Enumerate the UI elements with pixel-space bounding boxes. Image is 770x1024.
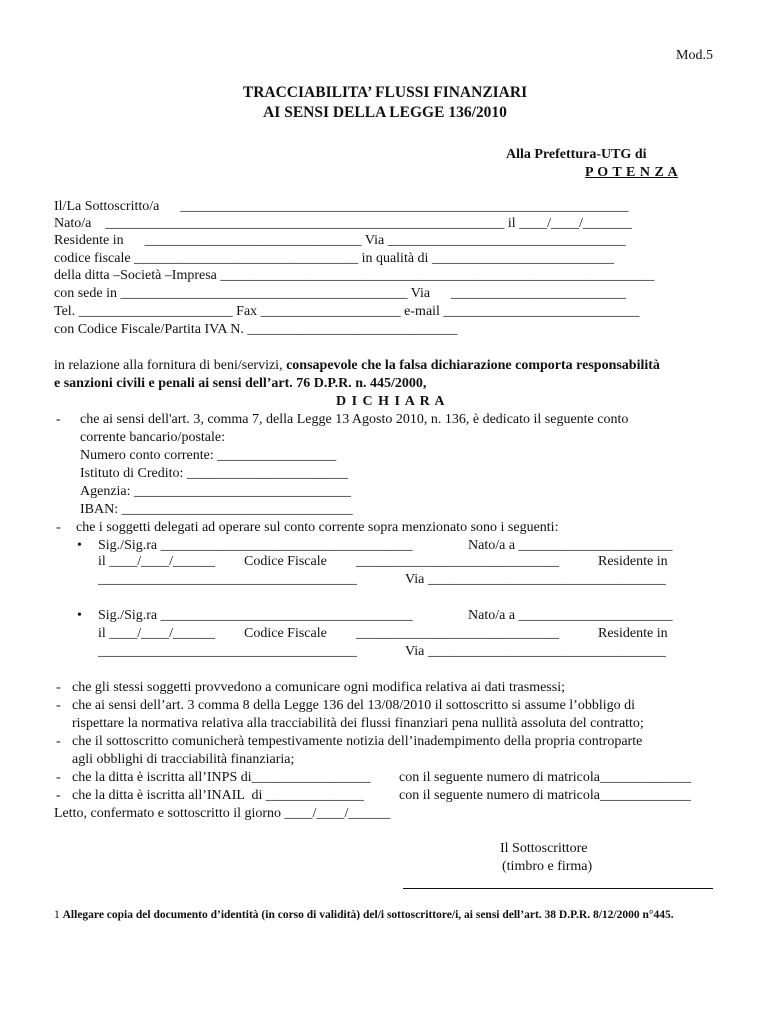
- delegate-birthdate-field[interactable]: il ____/____/______: [98, 554, 216, 569]
- delegate-tax-code-field[interactable]: _____________________________: [356, 554, 559, 569]
- stamp-signature-label: (timbro e firma): [502, 859, 593, 874]
- delegate-name-field[interactable]: Sig./Sig.ra ____________________________________: [98, 608, 413, 623]
- decl-5-line-a: che il sottoscritto comunicherà tempestivamente notizia dell’inadempimento della propria controparte: [72, 734, 643, 749]
- decl-2: che i soggetti delegati ad operare sul conto corrente sopra menzionato sono i seguenti:: [76, 520, 559, 535]
- delegate-birthdate-field[interactable]: il ____/____/______: [98, 626, 216, 641]
- delegate-tax-code-field[interactable]: _____________________________: [356, 626, 559, 641]
- footnote-text: Allegare copia del documento d’identità (in corso di validità) del/i sottoscrittore/i, ai sensi dell’art. 38 D.P.R. 8/12/2000 n°445.: [62, 909, 674, 921]
- delegate-birthplace-field[interactable]: Nato/a a ______________________: [468, 608, 673, 623]
- dash-7: -: [56, 788, 61, 803]
- recipient-city: P O T E N Z A: [585, 165, 679, 180]
- delegate-residence-label: Residente in: [598, 554, 668, 569]
- bullet-icon: •: [77, 608, 82, 623]
- decl-4-line-b: rispettare la normativa relativa alla tracciabilità dei flussi finanziari pena nullità assoluta del contratto;: [72, 716, 644, 731]
- dash-2: -: [56, 520, 61, 535]
- date-field[interactable]: Letto, confermato e sottoscritto il giorno ____/____/______: [54, 806, 391, 821]
- iban-field[interactable]: IBAN: _________________________________: [80, 502, 353, 517]
- agency-field[interactable]: Agenzia: _______________________________: [80, 484, 352, 499]
- birthplace-date-field[interactable]: Nato/a _________________________________________________________ il ____/____/_______: [54, 216, 632, 231]
- decl-1-line-a: che ai sensi dell'art. 3, comma 7, della Legge 13 Agosto 2010, n. 136, è dedicato il seguente conto: [80, 412, 629, 427]
- intro-line-1: [54, 357, 660, 375]
- delegate-street-field[interactable]: Via __________________________________: [405, 644, 666, 659]
- decl-1-line-b: corrente bancario/postale:: [80, 430, 225, 445]
- inps-number-field[interactable]: con il seguente numero di matricola_____________: [399, 770, 691, 785]
- decl-3: che gli stessi soggetti provvedono a comunicare ogni modifica relativa ai dati trasmessi;: [72, 680, 565, 695]
- delegate-residence-label: Residente in: [598, 626, 668, 641]
- document-title-line-1: TRACCIABILITA’ FLUSSI FINANZIARI: [242, 84, 528, 101]
- signer-name-field[interactable]: Il/La Sottoscritto/a ________________________________________________________________: [54, 199, 629, 214]
- footnote: [54, 908, 714, 923]
- intro-bold-2: e sanzioni civili e penali ai sensi dell’art. 76 D.P.R. n. 445/2000,: [54, 376, 427, 391]
- headquarters-field[interactable]: con sede in _________________________________________ Via _________________________: [54, 286, 627, 301]
- inail-number-field[interactable]: con il seguente numero di matricola_____________: [399, 788, 691, 803]
- intro-normal: in relazione alla fornitura di beni/servizi,: [54, 358, 287, 373]
- signature-line[interactable]: [403, 888, 713, 889]
- delegate-birthplace-field[interactable]: Nato/a a ______________________: [468, 538, 673, 553]
- delegate-tax-code-label: Codice Fiscale: [244, 554, 327, 569]
- decl-5-line-b: agli obblighi di tracciabilità finanziaria;: [72, 752, 295, 767]
- bullet-icon: •: [77, 538, 82, 553]
- delegate-name-field[interactable]: Sig./Sig.ra ____________________________________: [98, 538, 413, 553]
- residence-field[interactable]: Residente in _______________________________ Via __________________________________: [54, 233, 626, 248]
- model-number: Mod.5: [676, 48, 713, 63]
- dash-1: -: [56, 412, 61, 427]
- inail-field[interactable]: che la ditta è iscritta all’INAIL di ______________: [72, 788, 364, 803]
- dash-4: -: [56, 698, 61, 713]
- delegate-tax-code-label: Codice Fiscale: [244, 626, 327, 641]
- vat-number-field[interactable]: con Codice Fiscale/Partita IVA N. ______________________________: [54, 322, 458, 337]
- inps-field[interactable]: che la ditta è iscritta all’INPS di_________________: [72, 770, 371, 785]
- dash-5: -: [56, 734, 61, 749]
- account-number-field[interactable]: Numero conto corrente: _________________: [80, 448, 337, 463]
- dash-3: -: [56, 680, 61, 695]
- decl-4-line-a: che ai sensi dell’art. 3 comma 8 della Legge 136 del 13/08/2010 il sottoscritto si assume l’obbligo di: [72, 698, 636, 713]
- delegate-residence-field[interactable]: _____________________________________: [98, 572, 357, 587]
- dash-6: -: [56, 770, 61, 785]
- delegate-residence-field[interactable]: _____________________________________: [98, 644, 357, 659]
- signer-label: Il Sottoscrittore: [500, 841, 588, 856]
- delegate-street-field[interactable]: Via __________________________________: [405, 572, 666, 587]
- bank-field[interactable]: Istituto di Credito: _______________________: [80, 466, 348, 481]
- footnote-number: 1: [54, 909, 60, 921]
- declaration-heading: D I C H I A R A: [336, 394, 446, 409]
- tax-code-role-field[interactable]: codice fiscale ________________________________ in qualità di __________________________: [54, 251, 614, 266]
- company-field[interactable]: della ditta –Società –Impresa ______________________________________________________________: [54, 268, 655, 283]
- contacts-field[interactable]: Tel. ______________________ Fax ____________________ e-mail ____________________________: [54, 304, 640, 319]
- recipient-label: Alla Prefettura-UTG di: [506, 147, 647, 162]
- document-title-line-2: AI SENSI DELLA LEGGE 136/2010: [263, 104, 507, 121]
- intro-bold-1: consapevole che la falsa dichiarazione comporta responsabilità: [286, 358, 660, 373]
